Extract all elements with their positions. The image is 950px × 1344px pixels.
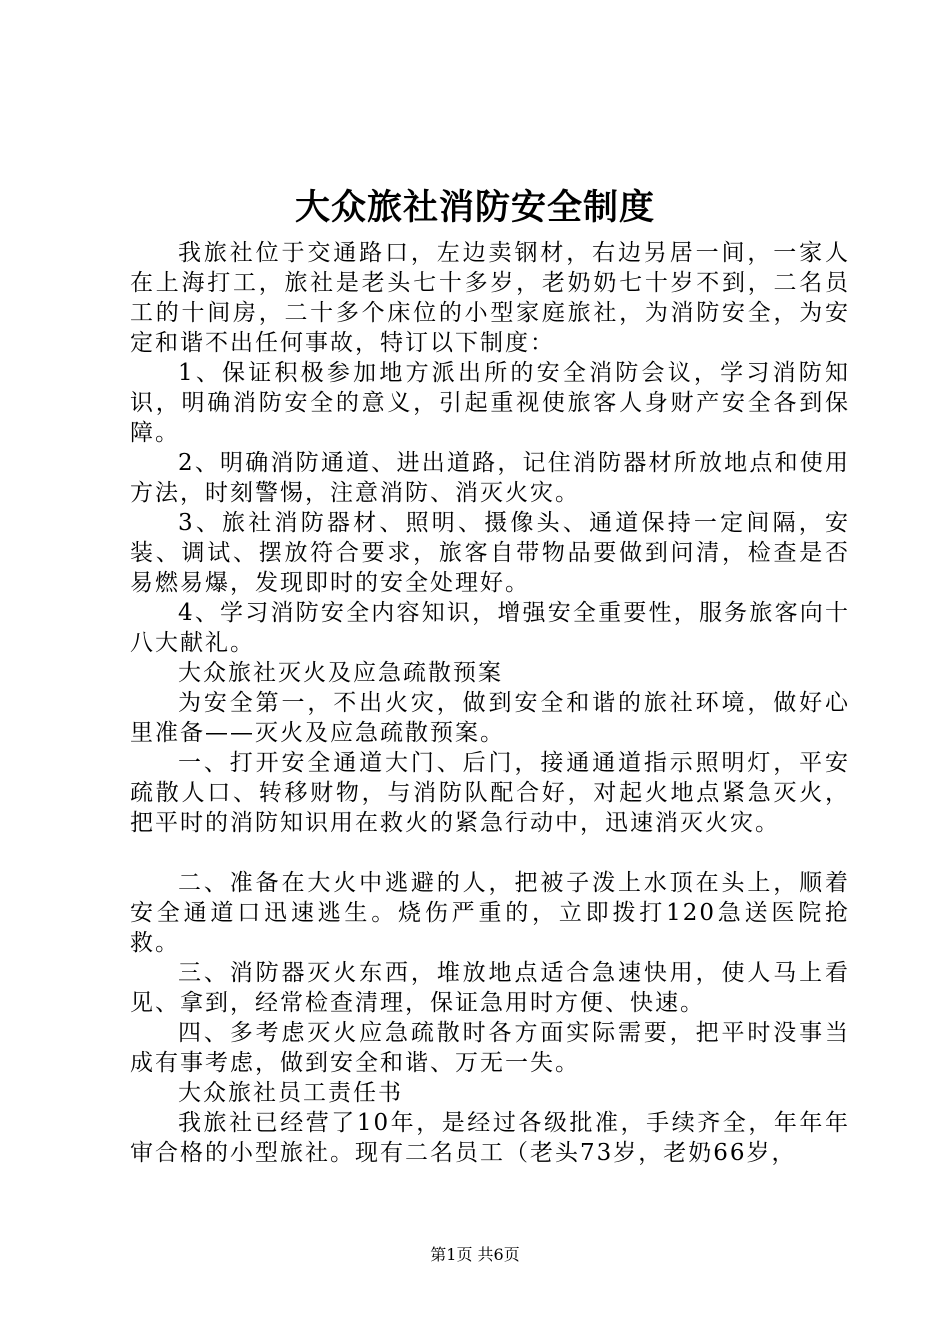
paragraph-rule-1: 1、保证积极参加地方派出所的安全消防会议，学习消防知识，明确消防安全的意义，引起重视使旅客人身财产安全各到保障。 — [130, 360, 850, 446]
paragraph-staff-intro: 我旅社已经营了10年，是经过各级批准，手续齐全，年年年审合格的小型旅社。现有二名员工（老头73岁，老奶66岁， — [130, 1110, 850, 1166]
paragraph-plan-intro: 为安全第一，不出火灾，做到安全和谐的旅社环境，做好心里准备——灭火及应急疏散预案。 — [130, 690, 850, 746]
paragraph-rule-2: 2、明确消防通道、进出道路，记住消防器材所放地点和使用方法，时刻警惕，注意消防、消灭火灾。 — [130, 450, 850, 506]
page-indicator: 第1页 共6页 — [430, 1245, 520, 1264]
paragraph-rule-4: 4、学习消防安全内容知识，增强安全重要性，服务旅客向十八大献礼。 — [130, 600, 850, 656]
document-body — [130, 238, 850, 1168]
section-heading-staff-responsibility: 大众旅社员工责任书 — [178, 1080, 403, 1106]
document-title: 大众旅社消防安全制度 — [294, 187, 655, 228]
paragraph-plan-2: 二、准备在大火中逃避的人，把被子泼上水顶在头上，顺着安全通道口迅速逃生。烧伤严重的，立即拨打120急送医院抢救。 — [130, 870, 850, 956]
paragraph-plan-4: 四、多考虑灭火应急疏散时各方面实际需要，把平时没事当成有事考虑，做到安全和谐、万无一失。 — [130, 1020, 850, 1076]
section-heading-emergency-plan: 大众旅社灭火及应急疏散预案 — [178, 660, 503, 686]
paragraph-plan-3: 三、消防器灭火东西，堆放地点适合急速快用，使人马上看见、拿到，经常检查清理，保证急用时方便、快速。 — [130, 960, 850, 1016]
paragraph-plan-1: 一、打开安全通道大门、后门，接通通道指示照明灯，平安疏散人口、转移财物，与消防队配合好，对起火地点紧急灭火，把平时的消防知识用在救火的紧急行动中，迅速消灭火灾。 — [130, 750, 850, 836]
paragraph-rule-3: 3、旅社消防器材、照明、摄像头、通道保持一定间隔，安装、调试、摆放符合要求，旅客自带物品要做到问清，检查是否易燃易爆，发现即时的安全处理好。 — [130, 510, 850, 596]
paragraph-intro: 我旅社位于交通路口，左边卖钢材，右边另居一间，一家人在上海打工，旅社是老头七十多岁，老奶奶七十岁不到，二名员工的十间房，二十多个床位的小型家庭旅社，为消防安全，为安定和谐不出任何事故，特订以下制度： — [130, 240, 850, 356]
